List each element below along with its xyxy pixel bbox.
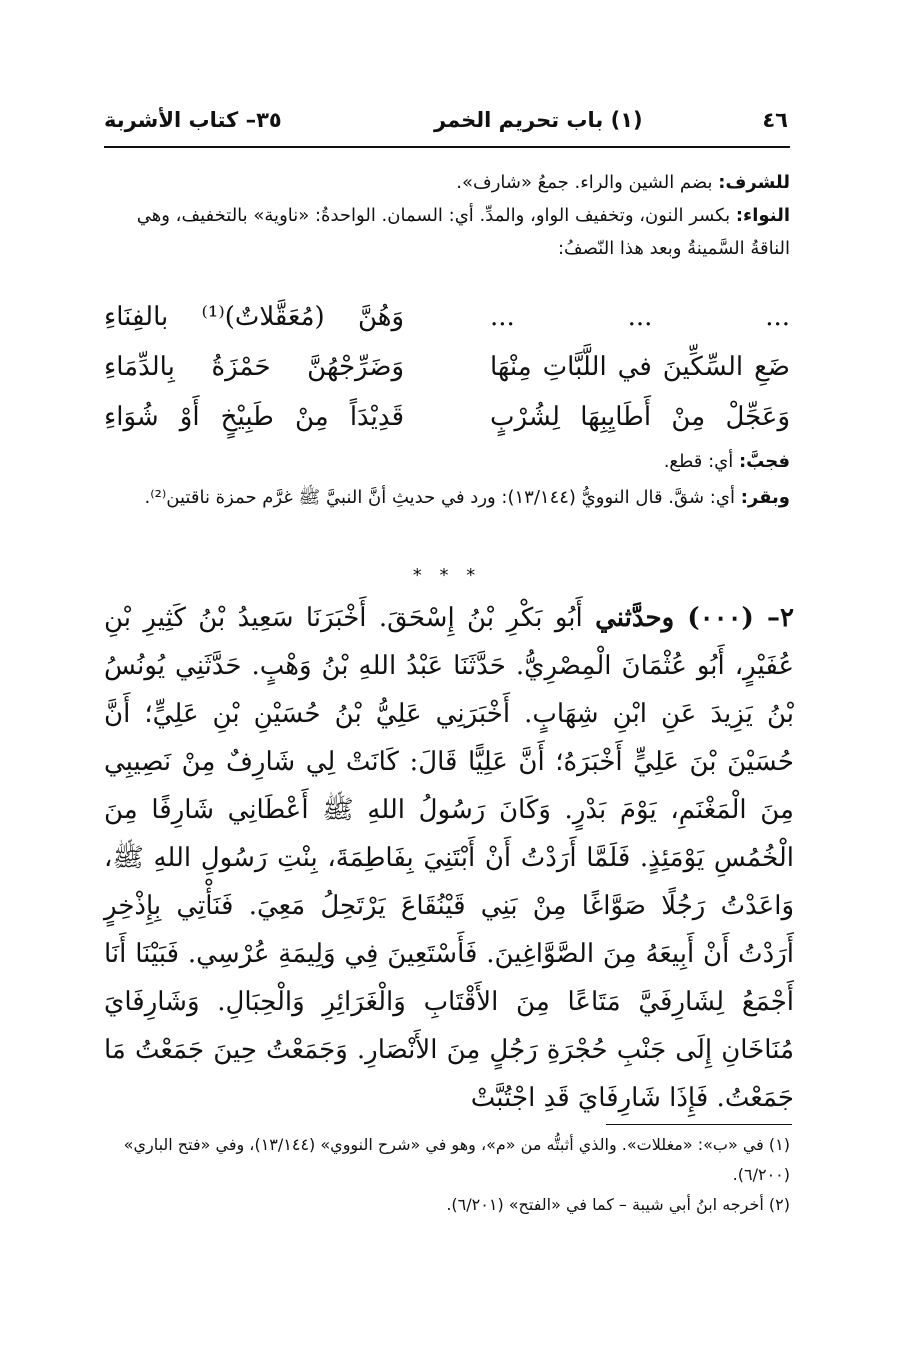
definition-text: بضم الشين والراء. جمعُ «شارف». xyxy=(456,172,719,193)
definition-term: النواء: xyxy=(735,205,790,226)
definition-item xyxy=(104,444,790,480)
definitions-block-2 xyxy=(104,444,790,516)
footnotes xyxy=(104,1130,790,1220)
definition-term: وبقر: xyxy=(740,487,790,508)
footnote-item: (٢) أخرجه ابنُ أبي شيبة – كما في «الفتح» (٦/٢٠١). xyxy=(446,1195,790,1214)
definition-term: فجبَّ: xyxy=(738,451,790,472)
page-number: ٤٦ xyxy=(762,108,788,132)
poem xyxy=(104,292,790,442)
definition-text: بكسر النون، وتخفيف الواو، والمدِّ. أي: السمان. الواحدةُ: «ناوية» بالتخفيف، وهي الناقةُ السَّمينةُ وبعد هذا النّصفُ: xyxy=(136,205,790,259)
definitions-block xyxy=(104,166,790,265)
poem-verse xyxy=(104,292,790,342)
hadith-text xyxy=(104,594,794,1122)
hadith-body: أَبُو بَكْرِ بْنُ إِسْحَقَ. أَخْبَرَنَا سَعِيدُ بْنُ كَثِيرِ بْنِ عُفَيْرٍ، أَبُو عُثْمَانَ الْمِصْرِيُّ. حَدَّثَنَا عَبْدُ اللهِ بْنُ وَهْبٍ. حَدَّثَنِي يُونُسُ بْنُ يَزِيدَ عَنِ ابْنِ شِهَابٍ. أَخْبَرَنِي عَلِيُّ بْنُ حُسَيْنِ بْنِ عَلِيٍّ؛ أَنَّ حُسَيْنَ بْنَ عَلِيٍّ أَخْبَرَهُ؛ أَنَّ عَلِيًّا قَالَ: كَانَتْ لِي شَارِفٌ مِنْ نَصِيبِي مِنَ الْمَغْنَمِ، يَوْمَ بَدْرٍ. وَكَانَ رَسُولُ اللهِ ﷺ أَعْطَانِي شَارِفًا مِنَ الْخُمُسِ يَوْمَئِذٍ. فَلَمَّا أَرَدْتُ أَنْ أَبْتَنِيَ بِفَاطِمَةَ، بِنْتِ رَسُولِ اللهِ ﷺ، وَاعَدْتُ رَجُلًا صَوَّاغًا مِنْ بَنِي قَيْنُقَاعَ يَرْتَحِلُ مَعِيَ. فَنَأْتِي بِإِذْخِرٍ أَرَدْتُ أَنْ أَبِيعَهُ مِنَ الصَّوَّاغِينَ. فَأَسْتَعِينَ فِي وَلِيمَةِ عُرْسِي. فَبَيْنَا أَنَا أَجْمَعُ لِشَارِفَيَّ مَتَاعًا مِنَ الأَقْتَابِ وَالْغَرَائِرِ وَالْحِبَالِ. وَشَارِفَايَ مُنَاخَانِ إِلَى جَنْبِ حُجْرَةِ رَجُلٍ مِنَ الأَنْصَارِ. وَجَمَعْتُ حِينَ جَمَعْتُ مَا جَمَعْتُ. فَإِذَا شَارِفَايَ قَدِ اجْتُبَّتْ xyxy=(104,603,795,1113)
poem-hemistich-first: ضَعِ السِّكِّينَ في اللَّبَّاتِ مِنْهَا xyxy=(490,352,790,382)
poem-verse xyxy=(104,392,790,442)
definition-text: أي: قطع. xyxy=(663,451,739,472)
definition-term: للشرف: xyxy=(718,172,790,193)
poem-hemistich-first: ... ... ... xyxy=(490,302,790,332)
poem-verse xyxy=(104,342,790,392)
poem-hemistich-second: وَضَرِّجْهُنَّ حَمْزَةُ بِالدِّمَاءِ xyxy=(104,352,404,382)
definition-item xyxy=(104,480,790,516)
header-divider xyxy=(104,146,790,148)
poem-hemistich-second: قَدِيْدَاً مِنْ طَبِيْخٍ أَوْ شُوَاءِ xyxy=(104,402,404,432)
chapter-title: (١) باب تحريم الخمر xyxy=(434,108,643,132)
hadith-number: ٢– (٠٠٠) وحدَّثني xyxy=(595,603,795,633)
definition-item xyxy=(104,199,790,265)
poem-hemistich-first: وَعَجِّلْ مِنْ أَطَايِبِهَا لِشُرْبٍ xyxy=(490,402,790,432)
running-header xyxy=(104,104,790,140)
book-title: ٣٥– كتاب الأشربة xyxy=(104,108,282,132)
footnote-divider xyxy=(606,1124,792,1125)
definition-text: أي: شقَّ. قال النوويُّ (١٣/١٤٤): ورد في حديثِ أنَّ النبيَّ ﷺ غرَّم حمزة ناقتين⁽²⁾. xyxy=(144,487,741,508)
section-separator: * * * xyxy=(412,565,482,586)
definition-item xyxy=(104,166,790,199)
poem-hemistich-second: وَهُنَّ (مُعَقَّلاتٌ)⁽¹⁾ بالفِنَاءِ xyxy=(104,302,404,332)
footnote-item: (١) في «ب»: «مغللات». والذي أثبتُّه من «م»، وهو في «شرح النووي» (١٣/١٤٤)، وفي «فتح الباري» (٦/٢٠٠). xyxy=(123,1135,790,1184)
